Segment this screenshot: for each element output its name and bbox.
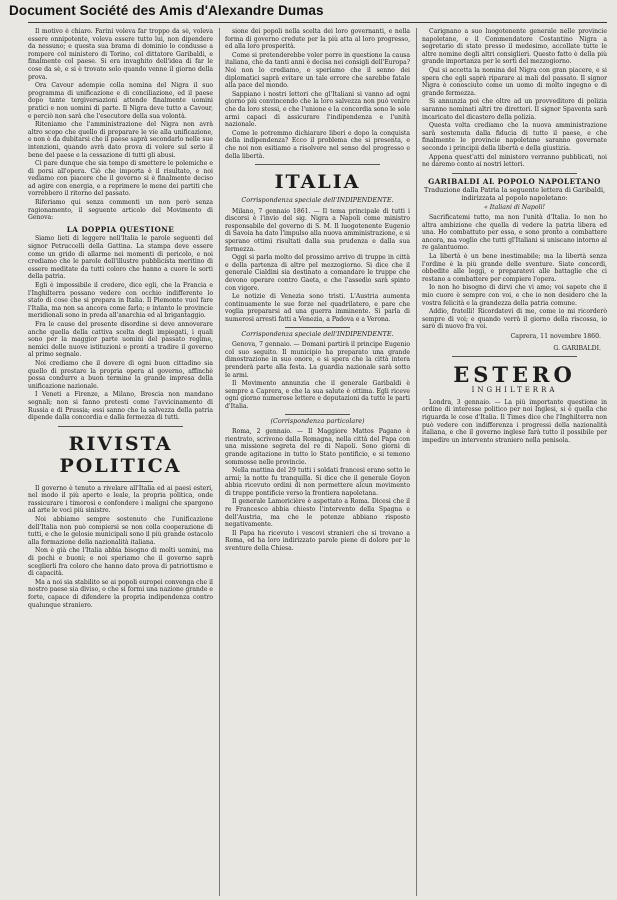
paragraph: Le notizie di Venezia sono tristi. L'Austria aumenta continuamente le sue forze nel quadrilatero, e pare che voglia prepararsi ad una guerra imminente. Si parla di numerosi arresti fatti a Venezia, a Padova e a Verona.: [225, 293, 410, 323]
paragraph: Qui si accetta la nomina del Nigra con gran piacere, e si spera che egli saprà riparare ai mali del passato. Il signor Nigra è conosciuto come un uomo di molto ingegno e di grande fermezza.: [422, 66, 607, 97]
paragraph: Il generale Lamoricière è aspettato a Roma. Dicesi che il re Francesco abbia chiesto l'intervento della Spagna e dell'Austria, ma che le potenze abbiano risposto negativamente.: [225, 498, 410, 529]
divider: [452, 173, 577, 174]
paragraph: Ci pare dunque che sia tempo di smettere le polemiche e di porsi all'opera. Ciò che importa è il risultato, e noi vediamo con piacere che il governo si è finalmente deciso ad agire con energia, e a reprimere le mene dei partiti che vorrebbero il ritorno del passato.: [28, 160, 213, 198]
italia-heading: ITALIA: [274, 171, 361, 194]
paragraph: Come le potremmo dichiarare liberi e dopo la conquista della indipendenza? Ecco il problema che si presenta, e che noi non esitiamo a risolvere nel senso del progresso e della libertà.: [225, 129, 410, 160]
paragraph: Non è già che l'Italia abbia bisogno di molti uomini, ma di pochi e buoni; e noi speriamo che il governo saprà sceglierli fra coloro che hanno dato prova di patriottismo e di capacità.: [28, 547, 213, 578]
rivista-politica-heading: RIVISTA POLITICA: [59, 432, 182, 477]
paragraph: Il Movimento annunzia che il generale Garibaldi è sempre a Caprera, e che la sua salute è ottima. Egli riceve ogni giorno numerose lettere e deputazioni da tutte le parti d'Italia.: [225, 380, 410, 410]
paragraph: Appena quest'atti del ministero verranno pubblicati, noi ne daremo conto ai nostri lettori.: [422, 153, 607, 169]
paragraph: Sappiano i nostri lettori che gl'Italiani si vanno ad ogni giorno più convincendo che la loro salvezza non può venire che da loro stessi, e che l'unione e la concordia sono le sole armi capaci di assicurare l'indipendenza e l'unità nazionale.: [225, 90, 410, 129]
salutation: « Italiani di Napoli!: [483, 204, 546, 212]
paragraph: Siamo lieti di leggere nell'Italia le parole seguenti del signor Petruccelli della Gattina. La stampa deve essere come un grido di allarme nei momenti di pericolo, e noi crediamo che le parole dell'illustre pubblicista meritino di essere meditate da tutti coloro che hanno a cuore le sorti della patria.: [28, 235, 213, 281]
paragraph: Ora Cavour adempie colla nomina del Nigra il suo programma di unificazione e di conciliazione, ed il paese dopo tante tergiversazioni attende finalmente uomini pratici e non uomini di parte. Il Nigra deve tutto a Cavour, e perciò non sarà che l'esecutore della sua volontà.: [28, 82, 213, 120]
paragraph: Roma, 2 gennaio. — Il Maggiore Mattos Pagano è rientrato, scrivono dalla Romagna, nella città del Papa con una missione segreta del re di Napoli. Sono giorni di grande agitazione in tutto lo Stato pontificio, e si temono sommosse nelle provincie.: [225, 428, 410, 466]
letter-date: Caprera, 11 novembre 1860.: [510, 332, 601, 340]
estero-heading: ESTERO: [453, 362, 576, 388]
column-separator: [219, 28, 220, 896]
paragraph: Riteniamo che l'amministrazione del Nigra non avrà altro scopo che quello di preparare le vie alla unificazione, e non è da dubitarsi che il paese saprà secondarlo nelle sue intenzioni, quando avrà dato prova di volere sul serio il bene del paese e la cessazione di tutti gli abusi.: [28, 121, 213, 159]
paragraph: La libertà è un bene inestimabile; ma la libertà senza l'ordine è la più grande delle sventure. Siate concordi, obbedite alle leggi, e preparatevi alle battaglie che ci restano a combattere per compiere l'opera.: [422, 253, 607, 283]
paragraph: Genova, 7 gennaio. — Domani partirà il principe Eugenio col suo seguito. Il municipio ha preparato una grande dimostrazione in suo onore, e si spera che la città intera prenderà parte alla festa. La guardia nazionale sarà sotto le armi.: [225, 341, 410, 379]
correspondence-label: Corrispondenza speciale dell'INDIPENDENTE.: [241, 329, 394, 338]
country-heading: INGHILTERRA: [471, 386, 558, 395]
paragraph: Nella mattina del 29 tutti i soldati francesi erano sotto le armi; la notte fu tranquilla. Si dice che il generale Goyon abbia ricevuto ordini di non permettere alcun movimento di truppe pontificie verso la frontiera napoletana.: [225, 467, 410, 497]
paragraph: Addio, fratelli! Ricordatevi di me, come io mi ricorderò sempre di voi; e quando verrà il giorno della riscossa, io sarò di nuovo fra voi.: [422, 308, 607, 331]
paragraph: Come si pretenderebbe voler porre in questione la causa italiana, che da tanti anni è decisa nei consigli dell'Europa? Noi non lo crediamo, e speriamo che il senno dei diplomatici saprà evitare un tale errore che sarebbe fatale alla pace del mondo.: [225, 51, 410, 90]
paragraph: Io non ho bisogno di dirvi che vi amo; voi sapete che il mio cuore è sempre con voi, e che io non desidero che la vostra felicità e la grandezza della patria comune.: [422, 284, 607, 307]
paragraph: Questa volta crediamo che la nuova amministrazione sarà sostenuta dalla fiducia di tutto il paese, e che finalmente le provincie napoletane saranno governate secondo i principii della libertà e della giustizia.: [422, 122, 607, 152]
correspondence-label: (Corrispondenza particolare): [270, 416, 365, 425]
column-middle: [225, 28, 410, 896]
paragraph: I Veneti a Firenze, a Milano, Brescia non mandano segnali; non si fanno pretesti come l'avvicinamento di Russia e di Prussia; essi sanno che la salvezza della patria dipende dalla concordia e dalla fermezza di tutti.: [28, 391, 213, 422]
watermark: Document Société des Amis d'Alexandre Dumas: [6, 3, 327, 18]
divider: [285, 414, 350, 415]
divider: [88, 481, 153, 482]
divider: [58, 426, 183, 427]
paragraph: Il Papa ha ricevuto i vescovi stranieri che si trovano a Roma, ed ha loro indirizzato parole piene di dolore per le sventure della Chiesa.: [225, 529, 410, 553]
divider: [255, 164, 380, 165]
section-heading: LA DOPPIA QUESTIONE: [66, 224, 175, 234]
paragraph: Ma a noi sia stabilito se ai popoli europei convenga che il nostro paese sia diviso, o che si formi una nazione grande e forte, capace di difendere la propria indipendenza contro qualunque straniero.: [28, 578, 213, 609]
divider: [452, 356, 577, 357]
divider: [285, 327, 350, 328]
paragraph: Noi crediamo che il dovere di ogni buon cittadino sia quello di prestare la propria opera al governo, affinchè possa condurre a buon termine la grande impresa della unificazione nazionale.: [28, 359, 213, 390]
paragraph: Il governo è tenuto a rivelare all'Italia ed ai paesi esteri, nel modo il più aperto e leale, la propria politica, onde rassicurare i timorosi e confondere i maligni che spargono ad arte le voci più sinistre.: [28, 484, 213, 515]
garibaldi-heading: GARIBALDI AL POPOLO NAPOLETANO: [428, 176, 601, 186]
paragraph: sione dei popoli nella scelta dei loro governanti, e nella forma di governo credute per la più atta al loro progresso, ed alla loro prosperità.: [225, 28, 410, 51]
paragraph: Carignano a suo luogotenente generale nelle provincie napoletane, e il Commendatore Costantino Nigra a segretario di stato presso il medesimo, accollate tutte le altre nomine degli altri consiglieri. Questo fatto è della più grande importanza per le sorti del mezzogiorno.: [422, 28, 607, 66]
correspondence-label: Corrispondenza speciale dell'INDIPENDENTE.: [241, 196, 394, 205]
paragraph: Egli è impossibile il credere, dice egli, che la Francia e l'Inghilterra possano vedere con occhio indifferente lo stato di cose che si prepara in Italia. Il Piemonte vuol fare l'Italia, ma non sa ancora come farla; e intanto le provincie meridionali sono in preda all'anarchia ed al brigantaggio.: [28, 282, 213, 320]
columns: [28, 28, 607, 896]
paragraph: Fra le cause del presente disordine si deve annoverare anche quella della cattiva scelta degli impiegati, i quali sono per la maggior parte uomini del passato regime, nemici delle nuove istituzioni e pronti a tradire il governo al primo segnale.: [28, 320, 213, 359]
column-left: [28, 28, 213, 896]
paragraph: Milano, 7 gennaio 1861. — Il tema principale di tutti i discorsi è l'invio del sig. Nigra a Napoli come ministro responsabile del governo di S. M. Il luogotenente Eugenio di Savoia ha dato l'impulso alla nuova amministrazione, e si sperano ottimi risultati dalla sua prudenza e dalla sua fermezza.: [225, 207, 410, 253]
top-rule: [28, 22, 607, 23]
paragraph: Oggi si parla molto del prossimo arrivo di truppe in città e della partenza di altre pel mezzogiorno. Si dice che il generale Cialdini sia destinato a comandare le truppe che devono operare contro Gaeta, e che l'assedio sarà spinto con vigore.: [225, 254, 410, 292]
paragraph: Noi abbiamo sempre sostenuto che l'unificazione dell'Italia non può compiersi se non colla cooperazione di tutti, e che le gelosie municipali sono il più grande ostacolo alla formazione della nazionalità italiana.: [28, 516, 213, 546]
paragraph: Sacrificatemi tutto, ma non l'unità d'Italia. Io non ho altra ambizione che quella di vedere la patria libera ed una. Ho combattuto per essa, e sono pronto a combattere ancora, ma voglio che tutti gl'Italiani si uniscano intorno al re galantuomo.: [422, 214, 607, 252]
subheading: Traduzione dalla Patria la seguente lettera di Garibaldi, indirizzata al popolo napoletano:: [423, 186, 606, 202]
paragraph: Il motivo è chiaro. Farini voleva far troppo da sè, voleva essere onnipotente, voleva essere tutto lui, non dipendere da nessuno; e questa sua brama di dominio lo condusse a rompere col ministero di Torino, col dittatore Garibaldi, e finalmente col paese. Si era invaghito dell'idea di far le cose da sè, e si è trovato solo quando venne il giorno della prova.: [28, 28, 213, 81]
paragraph: Londra, 3 gennaio. — La più importante questione in ordine di interesse politico per noi Inglesi, si è quella che riguarda le cose d'Italia. Il Times dice che l'Inghilterra non può vedere con indifferenza i progressi della nazionalità italiana, e che il governo inglese farà tutto il possibile per impedire un intervento straniero nella penisola.: [422, 398, 607, 444]
paragraph: Riferiamo qui senza commenti un non però senza ragionamento, il seguente articolo del Movimento di Genova:: [28, 199, 213, 222]
column-right: [422, 28, 607, 896]
paragraph: Si annunzia poi che oltre ad un provveditore di polizia saranno nominati altri tre direttori. Il signor Spaventa sarà incaricato del dicastero della polizia.: [422, 98, 607, 121]
column-separator: [416, 28, 417, 896]
signature: G. GARIBALDI.: [553, 344, 601, 352]
